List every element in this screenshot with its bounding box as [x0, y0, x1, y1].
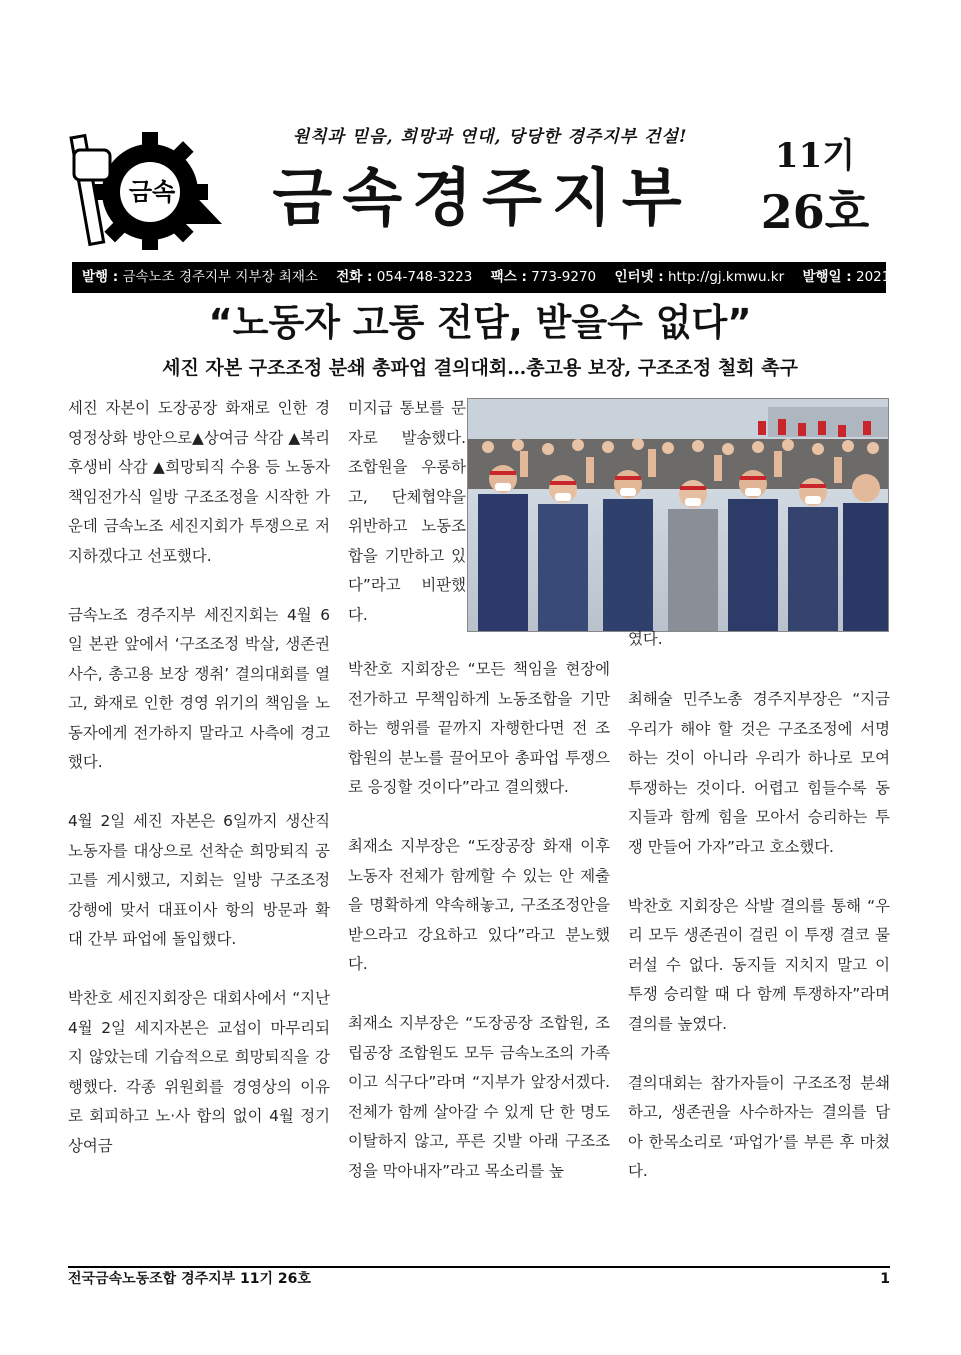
article-column-3-top: [628, 625, 890, 684]
fax-value: 773-9270: [531, 269, 597, 285]
date-value: 2021.04.07.(수): [856, 269, 961, 285]
article-column-2-top: [348, 394, 466, 660]
paragraph: 미지급 통보를 문자로 발송했다. 조합원을 우롱하고, 단체협약을 위반하고 노동조합을 기만하고 있다”라고 비판했다.: [348, 399, 466, 624]
publisher-label: 발행 :: [82, 269, 119, 285]
union-logo: [72, 128, 222, 250]
footer-publication: 전국금속노동조합 경주지부 11기 26호: [68, 1271, 311, 1287]
paragraph: 였다.: [628, 630, 663, 648]
issue-number: 26호: [760, 185, 870, 239]
paragraph: 세진 자본이 도장공장 화재로 인한 경영정상화 방안으로▲상여금 삭감 ▲복리후생비 삭감 ▲희망퇴직 수용 등 노동자 책임전가식 일방 구조조정을 시작한 가운데 금속노조 세진지회가 투쟁으로 저지하겠다고 선포했다.: [68, 399, 330, 565]
newspaper-title: 금속경주지부: [272, 161, 692, 234]
publisher-value: 금속노조 경주지부 지부장 최재소: [122, 269, 318, 285]
phone-label: 전화 :: [336, 269, 373, 285]
slogan: 원칙과 믿음, 희망과 연대, 당당한 경주지부 건설!: [292, 127, 688, 147]
fax-label: 팩스 :: [490, 269, 527, 285]
article-column-2: [348, 655, 610, 1216]
paragraph: 박찬호 지회장은 “모든 책임을 현장에 전가하고 무책임하게 노동조합을 기만하는 행위를 끝까지 자행한다면 전 조합원의 분노를 끌어모아 총파업 투쟁으로 응징할 것이다”라고 결의했다.: [348, 660, 610, 796]
paragraph: 결의대회는 참가자들이 구조조정 분쇄하고, 생존권을 사수하자는 결의를 담아 한목소리로 ‘파업가’를 부른 후 마쳤다.: [628, 1073, 890, 1180]
page-number: 1: [880, 1271, 890, 1287]
paragraph: 4월 2일 세진 자본은 6일까지 생산직 노동자를 대상으로 선착순 희망퇴직 공고를 게시했고, 지회는 일방 구조조정 강행에 맞서 대표이사 항의 방문과 확대 간부 파업에 돌입했다.: [68, 812, 330, 948]
paragraph: 박찬호 세진지회장은 대회사에서 “지난 4월 2일 세지자본은 교섭이 마무리되지 않았는데 기습적으로 희망퇴직을 강행했다. 각종 위원회를 경영상의 이유로 회피하고 노·사 합의 없이 4월 정기 상여금: [68, 989, 330, 1155]
phone-value: 054-748-3223: [376, 269, 473, 285]
paragraph: 최재소 지부장은 “도장공장 화재 이후 노동자 전체가 함께할 수 있는 안 제출을 명확하게 약속해놓고, 구조조정안을 받으라고 강요하고 있다”라고 분노했다.: [348, 837, 610, 973]
article-column-1: [68, 394, 330, 1191]
paragraph: 금속노조 경주지부 세진지회는 4월 6일 본관 앞에서 ‘구조조정 박살, 생존권 사수, 총고용 보장 쟁취’ 결의대회를 열고, 화재로 인한 경영 위기의 책임을 노동자에게 전가하지 말라고 사측에 경고했다.: [68, 605, 330, 771]
web-label: 인터넷 :: [614, 269, 664, 285]
web-link[interactable]: http://gj.kmwu.kr: [667, 269, 785, 285]
paragraph: 최재소 지부장은 “도장공장 조합원, 조립공장 조합원도 모두 금속노조의 가족이고 식구다”라며 “지부가 앞장서겠다. 전체가 함께 살아갈 수 있게 단 한 명도 이탈하지 않고, 푸른 깃발 아래 구조조정을 막아내자”라고 목소리를 높: [348, 1014, 610, 1180]
article-column-3: [628, 685, 890, 1216]
subheadline: 세진 자본 구조조정 분쇄 총파업 결의대회…총고용 보장, 구조조정 철회 촉구: [162, 357, 798, 379]
logo-text: 금속: [128, 178, 176, 206]
paragraph: 최해술 민주노총 경주지부장은 “지금 우리가 해야 할 것은 구조조정에 서명하는 것이 아니라 우리가 하나로 모여 투쟁하는 것이다. 어렵고 힘들수록 동지들과 함께 힘을 모아서 승리하는 투쟁 만들어 가자”라고 호소했다.: [628, 690, 890, 856]
rally-photo: [467, 398, 889, 632]
paragraph: 박찬호 지회장은 삭발 결의를 통해 “우리 모두 생존권이 걸린 이 투쟁 결코 물러설 수 없다. 동지들 지치지 말고 이 투쟁 승리할 때 다 함께 투쟁하자”라며 결의를 높였다.: [628, 896, 890, 1033]
headline: “노동자 고통 전담, 받을수 없다”: [208, 301, 752, 344]
volume-number: 11기: [774, 136, 856, 176]
date-label: 발행일 :: [802, 269, 852, 285]
publication-info-bar: [72, 262, 961, 293]
